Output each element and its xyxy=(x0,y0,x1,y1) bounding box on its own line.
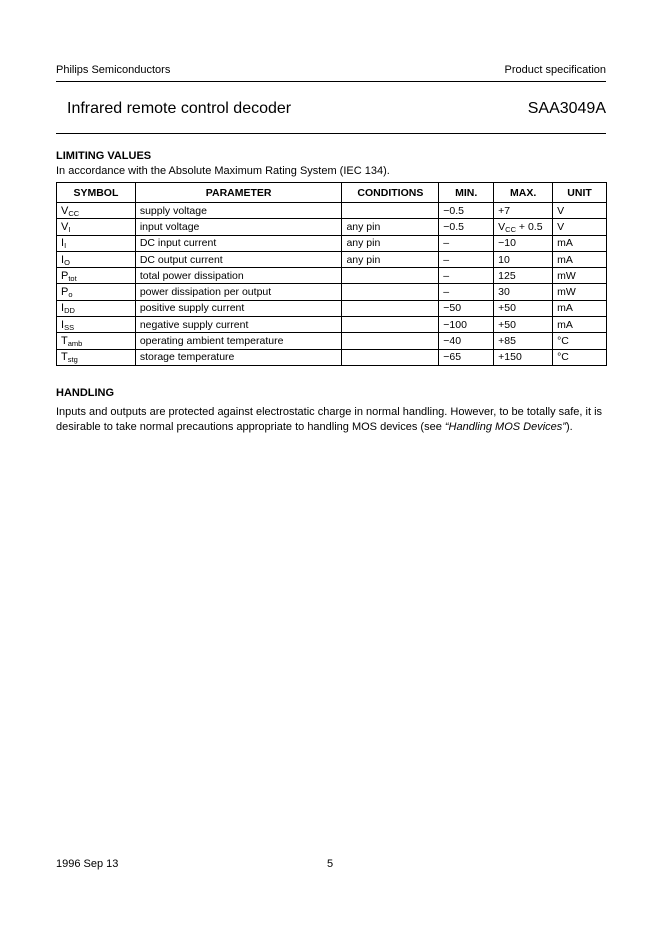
column-header: UNIT xyxy=(553,183,607,203)
cell-max xyxy=(494,203,553,219)
limiting-values-intro: In accordance with the Absolute Maximum Rating System (IEC 134). xyxy=(56,165,390,177)
symbol-subscript: I xyxy=(64,241,67,251)
symbol-letter: I xyxy=(61,302,65,315)
cell-symbol xyxy=(57,333,136,349)
header-doc-type: Product specification xyxy=(504,64,606,76)
cell-parameter: power dissipation per output xyxy=(135,284,342,300)
cell-max xyxy=(494,235,553,251)
cell-max xyxy=(494,251,553,267)
cell-max xyxy=(494,268,553,284)
cell-conditions xyxy=(342,268,439,284)
max-value: −10 xyxy=(498,237,516,250)
cell-symbol xyxy=(57,235,136,251)
symbol-letter: I xyxy=(61,318,65,331)
symbol-letter: V xyxy=(61,220,69,233)
table-row xyxy=(57,235,607,251)
max-value: +85 xyxy=(498,335,516,348)
cell-unit: mA xyxy=(553,251,607,267)
cell-parameter: storage temperature xyxy=(135,349,342,365)
handling-reference: “Handling MOS Devices” xyxy=(444,421,566,433)
max-value: +50 xyxy=(498,302,516,315)
cell-min: −50 xyxy=(439,300,494,316)
cell-symbol xyxy=(57,300,136,316)
cell-symbol xyxy=(57,317,136,333)
table-header-row xyxy=(57,183,607,203)
cell-symbol xyxy=(57,251,136,267)
table-row xyxy=(57,317,607,333)
cell-min: −0.5 xyxy=(439,219,494,235)
cell-min: −0.5 xyxy=(439,203,494,219)
table-row xyxy=(57,300,607,316)
max-value: +7 xyxy=(498,204,511,217)
cell-parameter: operating ambient temperature xyxy=(135,333,342,349)
limiting-values-table xyxy=(56,182,607,366)
cell-min: −65 xyxy=(439,349,494,365)
cell-unit: V xyxy=(553,219,607,235)
limiting-values-heading: LIMITING VALUES xyxy=(56,150,152,162)
cell-parameter: DC output current xyxy=(135,251,342,267)
table-row xyxy=(57,251,607,267)
cell-unit: mW xyxy=(553,284,607,300)
handling-text-line2-prefix: desirable to take normal precautions appropriate to handling MOS devices (see xyxy=(56,421,445,433)
cell-parameter: negative supply current xyxy=(135,317,342,333)
cell-parameter: total power dissipation xyxy=(135,268,342,284)
cell-conditions xyxy=(342,317,439,333)
cell-parameter: positive supply current xyxy=(135,300,342,316)
cell-conditions xyxy=(342,203,439,219)
cell-max xyxy=(494,284,553,300)
table-row xyxy=(57,284,607,300)
cell-symbol xyxy=(57,219,136,235)
cell-max xyxy=(494,333,553,349)
cell-max xyxy=(494,317,553,333)
cell-symbol xyxy=(57,268,136,284)
cell-min: −40 xyxy=(439,333,494,349)
symbol-subscript: DD xyxy=(64,306,75,316)
symbol-subscript: I xyxy=(68,224,71,234)
max-value: 30 xyxy=(498,286,510,299)
handling-text-line1: Inputs and outputs are protected against electrostatic charge in normal handling. However, to be totally safe, it is xyxy=(56,406,603,418)
symbol-letter: P xyxy=(61,286,69,299)
handling-heading: HANDLING xyxy=(56,387,115,399)
cell-min: – xyxy=(439,251,494,267)
cell-parameter: DC input current xyxy=(135,235,342,251)
symbol-letter: P xyxy=(61,269,69,282)
symbol-letter: T xyxy=(61,335,68,348)
max-subscript: CC xyxy=(505,224,516,234)
symbol-subscript: O xyxy=(64,257,70,267)
symbol-subscript: CC xyxy=(68,208,80,218)
table-row xyxy=(57,203,607,219)
cell-max xyxy=(494,300,553,316)
cell-conditions: any pin xyxy=(342,235,439,251)
cell-max xyxy=(494,349,553,365)
footer-date: 1996 Sep 13 xyxy=(56,858,119,870)
symbol-letter: I xyxy=(61,237,65,250)
max-value: 10 xyxy=(498,253,510,266)
cell-min: – xyxy=(439,268,494,284)
cell-unit: mA xyxy=(553,317,607,333)
column-header: PARAMETER xyxy=(135,183,342,203)
table-row xyxy=(57,333,607,349)
document-title: Infrared remote control decoder xyxy=(67,100,292,117)
handling-text-line2 xyxy=(56,420,602,435)
part-number: SAA3049A xyxy=(527,100,606,117)
table-row xyxy=(57,219,607,235)
cell-unit: mW xyxy=(553,268,607,284)
table-row xyxy=(57,349,607,365)
footer-page-number: 5 xyxy=(327,858,334,870)
symbol-subscript: SS xyxy=(64,322,75,332)
header-company: Philips Semiconductors xyxy=(56,64,171,76)
column-header: MAX. xyxy=(494,183,553,203)
column-header: SYMBOL xyxy=(57,183,136,203)
symbol-subscript: amb xyxy=(67,339,83,349)
handling-text-line2-suffix: ). xyxy=(565,421,573,433)
cell-unit: V xyxy=(553,203,607,219)
cell-symbol xyxy=(57,203,136,219)
cell-symbol xyxy=(57,349,136,365)
cell-conditions: any pin xyxy=(342,219,439,235)
symbol-letter: T xyxy=(61,351,68,364)
cell-unit: mA xyxy=(553,235,607,251)
cell-min: −100 xyxy=(439,317,494,333)
symbol-subscript: stg xyxy=(67,355,78,365)
cell-conditions xyxy=(342,284,439,300)
max-tail: + 0.5 xyxy=(516,220,543,233)
cell-min: – xyxy=(439,284,494,300)
cell-conditions xyxy=(342,349,439,365)
cell-unit: °C xyxy=(553,349,607,365)
symbol-letter: V xyxy=(61,204,69,217)
column-header: CONDITIONS xyxy=(342,183,439,203)
cell-conditions xyxy=(342,300,439,316)
cell-parameter: input voltage xyxy=(135,219,342,235)
symbol-subscript: tot xyxy=(68,273,77,283)
table-row xyxy=(57,268,607,284)
symbol-subscript: o xyxy=(68,290,73,300)
max-value: V xyxy=(498,220,506,233)
cell-max xyxy=(494,219,553,235)
cell-conditions xyxy=(342,333,439,349)
max-value: +50 xyxy=(498,318,516,331)
title-rule xyxy=(56,133,606,134)
cell-unit: mA xyxy=(553,300,607,316)
cell-unit: °C xyxy=(553,333,607,349)
cell-min: – xyxy=(439,235,494,251)
column-header: MIN. xyxy=(439,183,494,203)
handling-text xyxy=(56,405,602,435)
max-value: 125 xyxy=(498,269,516,282)
cell-parameter: supply voltage xyxy=(135,203,342,219)
symbol-letter: I xyxy=(61,253,65,266)
cell-conditions: any pin xyxy=(342,251,439,267)
header-rule xyxy=(56,81,606,82)
cell-symbol xyxy=(57,284,136,300)
max-value: +150 xyxy=(498,351,522,364)
